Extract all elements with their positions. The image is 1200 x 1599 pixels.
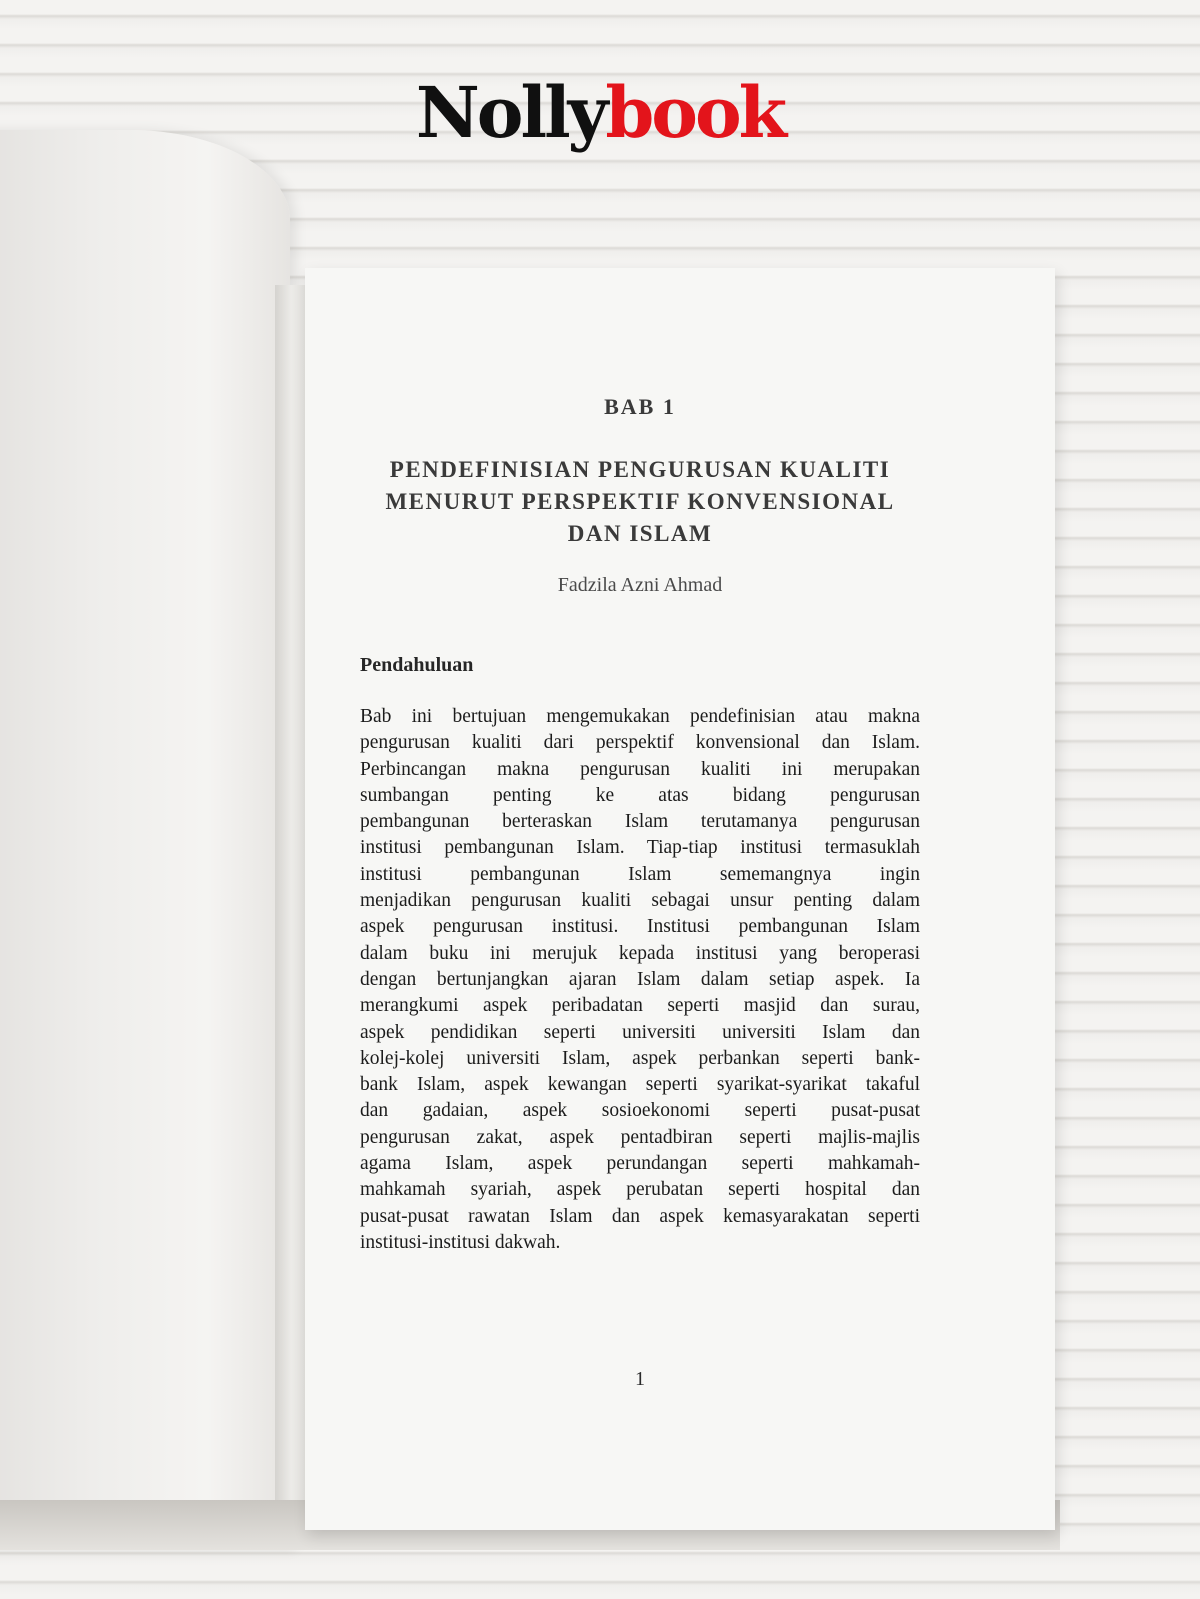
paragraph-line: kolej-kolej universiti Islam, aspek perbankan seperti bank- [360, 1047, 920, 1069]
paragraph-line: institusi pembangunan Islam. Tiap-tiap institusi termasuklah [360, 837, 920, 859]
paragraph-line: dalam buku ini merujuk kepada institusi yang beroperasi [360, 942, 920, 964]
paragraph-line: pengurusan zakat, aspek pentadbiran seperti majlis-majlis [360, 1126, 920, 1148]
paragraph-line: dengan bertunjangkan ajaran Islam dalam setiap aspek. Ia [360, 968, 920, 990]
paragraph-line: institusi pembangunan Islam sememangnya ingin [360, 863, 920, 885]
paragraph-line: Perbincangan makna pengurusan kualiti ini merupakan [360, 758, 920, 780]
paragraph-line: pembangunan berteraskan Islam terutamanya pengurusan [360, 811, 920, 833]
paragraph-line: aspek pendidikan seperti universiti universiti Islam dan [360, 1021, 920, 1043]
paragraph-line: agama Islam, aspek perundangan seperti mahkamah- [360, 1153, 920, 1175]
chapter-title-line: DAN ISLAM [567, 521, 713, 546]
chapter-title-line: MENURUT PERSPEKTIF KONVENSIONAL [385, 489, 895, 514]
paragraph-line: pusat-pusat rawatan Islam dan aspek kemasyarakatan seperti [360, 1205, 920, 1227]
section-heading: Pendahuluan [360, 654, 474, 676]
paragraph-line: aspek pengurusan institusi. Institusi pembangunan Islam [360, 916, 920, 938]
paragraph-line: mahkamah syariah, aspek perubatan seperti hospital dan [360, 1179, 920, 1201]
paragraph-line: dan gadaian, aspek sosioekonomi seperti pusat-pusat [360, 1100, 920, 1122]
page-number: 1 [635, 1368, 645, 1390]
author-name: Fadzila Azni Ahmad [557, 574, 723, 596]
paragraph-line: pengurusan kualiti dari perspektif konvensional dan Islam. [360, 732, 920, 754]
chapter-title-line: PENDEFINISIAN PENGURUSAN KUALITI [389, 457, 891, 482]
paragraph-line: Bab ini bertujuan mengemukakan pendefinisian atau makna [360, 706, 920, 727]
body-paragraph [360, 704, 920, 1256]
paragraph-line: sumbangan penting ke atas bidang pengurusan [360, 784, 920, 806]
logo-part-nolly: Nolly [415, 71, 606, 154]
left-page-curl [0, 130, 290, 1550]
chapter-label: BAB 1 [604, 394, 676, 419]
book-page [305, 268, 1055, 1530]
logo-part-book: book [605, 71, 785, 154]
chapter-title [360, 454, 920, 550]
paragraph-line: merangkumi aspek peribadatan seperti masjid dan surau, [360, 995, 920, 1017]
paragraph-line: institusi-institusi dakwah. [360, 1231, 561, 1253]
paragraph-line: bank Islam, aspek kewangan seperti syarikat-syarikat takaful [360, 1074, 920, 1096]
paragraph-line: menjadikan pengurusan kualiti sebagai unsur penting dalam [360, 890, 920, 912]
